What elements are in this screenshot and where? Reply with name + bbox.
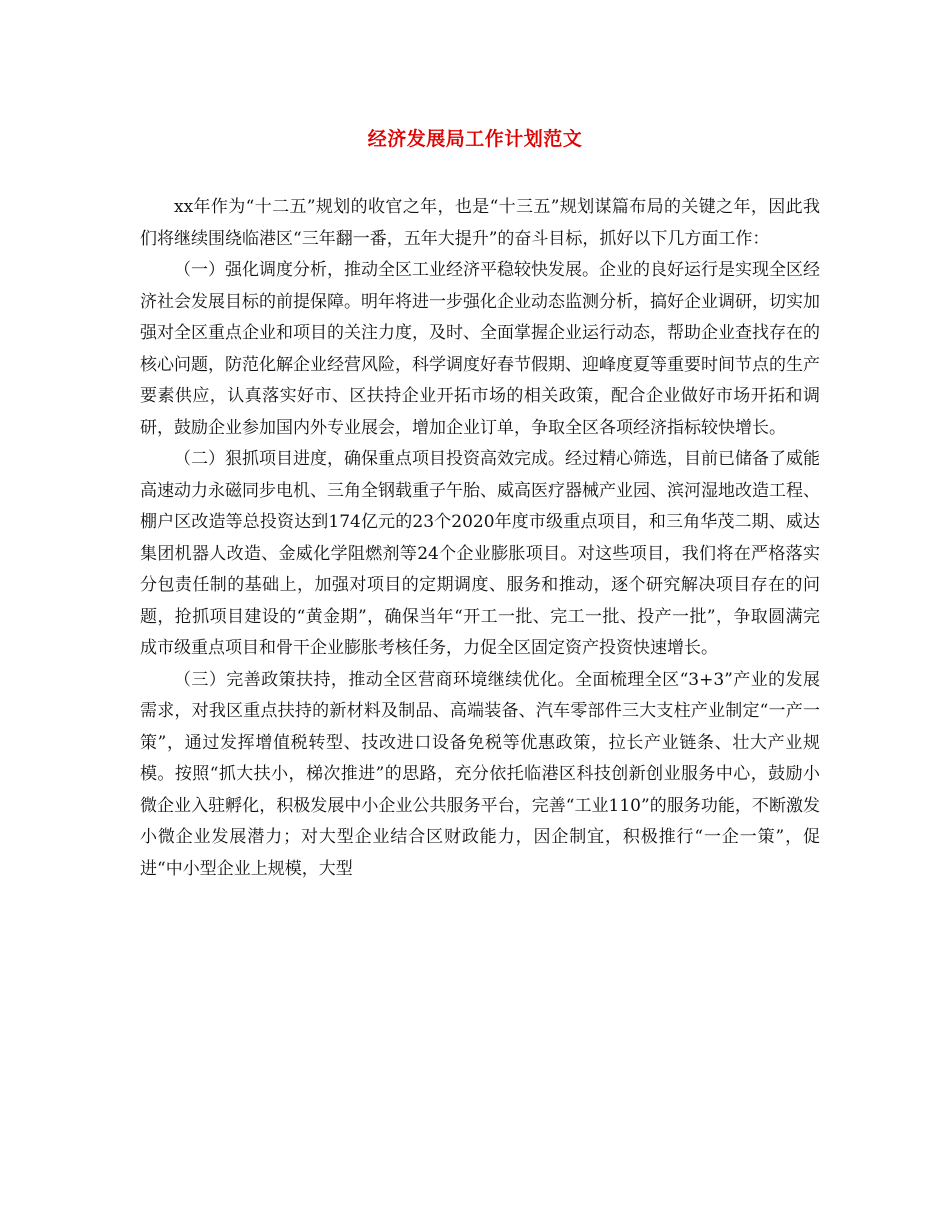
- paragraph-section-3: （三）完善政策扶持，推动全区营商环境继续优化。全面梳理全区“3+3”产业的发展需求，对我区重点扶持的新材料及制品、高端装备、汽车零部件三大支柱产业制定“一产一策”，通过发挥增值税转型、技改进口设备免税等优惠政策，拉长产业链条、壮大产业规模。按照“抓大扶小，梯次推进”的思路，充分依托临港区科技创新创业服务中心，鼓励小微企业入驻孵化，积极发展中小企业公共服务平台，完善“工业110”的服务功能，不断激发小微企业发展潜力；对大型企业结合区财政能力，因企制宜，积极推行“一企一策”，促进“中小型企业上规模，大型: [140, 669, 820, 879]
- paragraph-section-1: （一）强化调度分析，推动全区工业经济平稳较快发展。企业的良好运行是实现全区经济社会发展目标的前提保障。明年将进一步强化企业动态监测分析，搞好企业调研，切实加强对全区重点企业和项目的关注力度，及时、全面掌握企业运行动态，帮助企业查找存在的核心问题，防范化解企业经营风险，科学调度好春节假期、迎峰度夏等重要时间节点的生产要素供应，认真落实好市、区扶持企业开拓市场的相关政策，配合企业做好市场开拓和调研，鼓励企业参加国内外专业展会，增加企业订单，争取全区各项经济指标较快增长。: [140, 260, 820, 438]
- document-body: [140, 192, 820, 885]
- paragraph-section-2: （二）狠抓项目进度，确保重点项目投资高效完成。经过精心筛选，目前已储备了威能高速动力永磁同步电机、三角全钢载重子午胎、威高医疗器械产业园、滨河湿地改造工程、棚户区改造等总投资达到174亿元的23个2020年度市级重点项目，和三角华茂二期、威达集团机器人改造、金威化学阻燃剂等24个企业膨胀项目。对这些项目，我们将在严格落实分包责任制的基础上，加强对项目的定期调度、服务和推动，逐个研究解决项目存在的问题，抢抓项目建设的“黄金期”，确保当年“开工一批、完工一批、投产一批”，争取圆满完成市级重点项目和骨干企业膨胀考核任务，力促全区固定资产投资快速增长。: [140, 449, 820, 658]
- paragraph-intro: xx年作为“十二五”规划的收官之年，也是“十三五”规划谋篇布局的关键之年，因此我们将继续围绕临港区“三年翻一番，五年大提升”的奋斗目标，抓好以下几方面工作：: [140, 197, 820, 249]
- document-title: 经济发展局工作计划范文: [367, 128, 583, 150]
